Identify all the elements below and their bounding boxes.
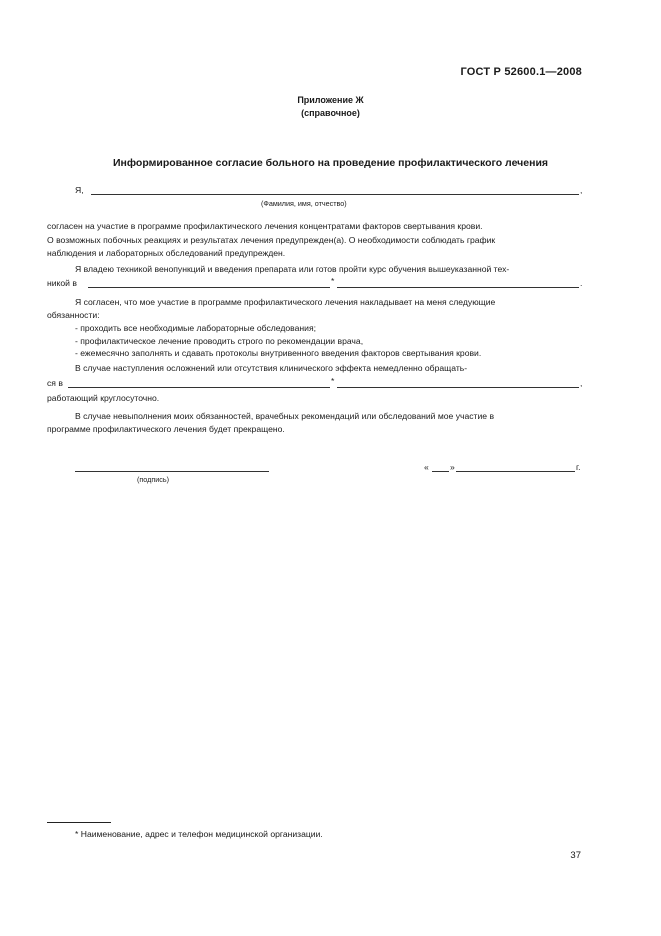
paragraph-2-prefix: никой в [47, 278, 77, 288]
footnote-rule [47, 822, 111, 823]
signature-line[interactable] [75, 471, 269, 472]
date-open-quote: « [424, 462, 429, 472]
paragraph-1-line-1: согласен на участие в программе профилактического лечения концентратами факторов свертывания крови. [47, 221, 483, 231]
paragraph-4-line-3: работающий круглосуточно. [47, 393, 160, 403]
date-day-line[interactable] [432, 471, 449, 472]
document-title: Информированное согласие больного на проведение профилактического лечения [112, 157, 549, 169]
contact-facility-line-2[interactable] [337, 387, 579, 388]
training-facility-line[interactable] [88, 287, 330, 288]
appendix-title: Приложение Ж [297, 95, 364, 105]
footnote-mark: * [331, 376, 335, 386]
contact-facility-line[interactable] [68, 387, 330, 388]
signature-hint: (подпись) [137, 475, 169, 484]
paragraph-4-line-1: В случае наступления осложнений или отсутствия клинического эффекта немедленно обращать- [75, 363, 468, 373]
paragraph-2-line-1: Я владею техникой венопункций и введения препарата или готов пройти курс обучения вышеуказанной тех- [75, 264, 510, 274]
pronoun-label: Я, [75, 185, 84, 195]
comma: , [580, 378, 583, 388]
page-number: 37 [570, 850, 581, 861]
paragraph-5-line-2: программе профилактического лечения будет прекращено. [47, 424, 285, 434]
name-comma: , [580, 185, 583, 195]
period: . [580, 278, 583, 288]
appendix-kind: (справочное) [301, 108, 360, 118]
duty-item: - ежемесячно заполнять и сдавать протоколы внутривенного введения факторов свертывания крови. [75, 348, 482, 358]
duty-item: - проходить все необходимые лабораторные обследования; [75, 323, 316, 333]
date-month-year-line[interactable] [456, 471, 575, 472]
training-facility-line-2[interactable] [337, 287, 579, 288]
date-close-quote: » [450, 462, 455, 472]
duty-item: - профилактическое лечение проводить строго по рекомендации врача, [75, 336, 364, 346]
name-hint: (Фамилия, имя, отчество) [261, 199, 347, 208]
standard-number: ГОСТ Р 52600.1—2008 [460, 66, 582, 78]
paragraph-1-line-3: наблюдения и лабораторных обследований предупрежден. [47, 248, 286, 258]
paragraph-5-line-1: В случае невыполнения моих обязанностей, врачебных рекомендаций или обследований мое участие в [75, 411, 495, 421]
paragraph-3-line-2: обязанности: [47, 310, 100, 320]
paragraph-1-line-2: О возможных побочных реакциях и результатах лечения предупрежден(а). О необходимости соблюдать график [47, 235, 496, 245]
paragraph-3-line-1: Я согласен, что мое участие в программе профилактического лечения накладывает на меня следующие [75, 297, 496, 307]
year-suffix: г. [576, 462, 581, 472]
name-field-line[interactable] [91, 194, 579, 195]
paragraph-4-prefix: ся в [47, 378, 63, 388]
footnote-mark: * [331, 276, 335, 286]
footnote-text: * Наименование, адрес и телефон медицинской организации. [75, 829, 323, 839]
